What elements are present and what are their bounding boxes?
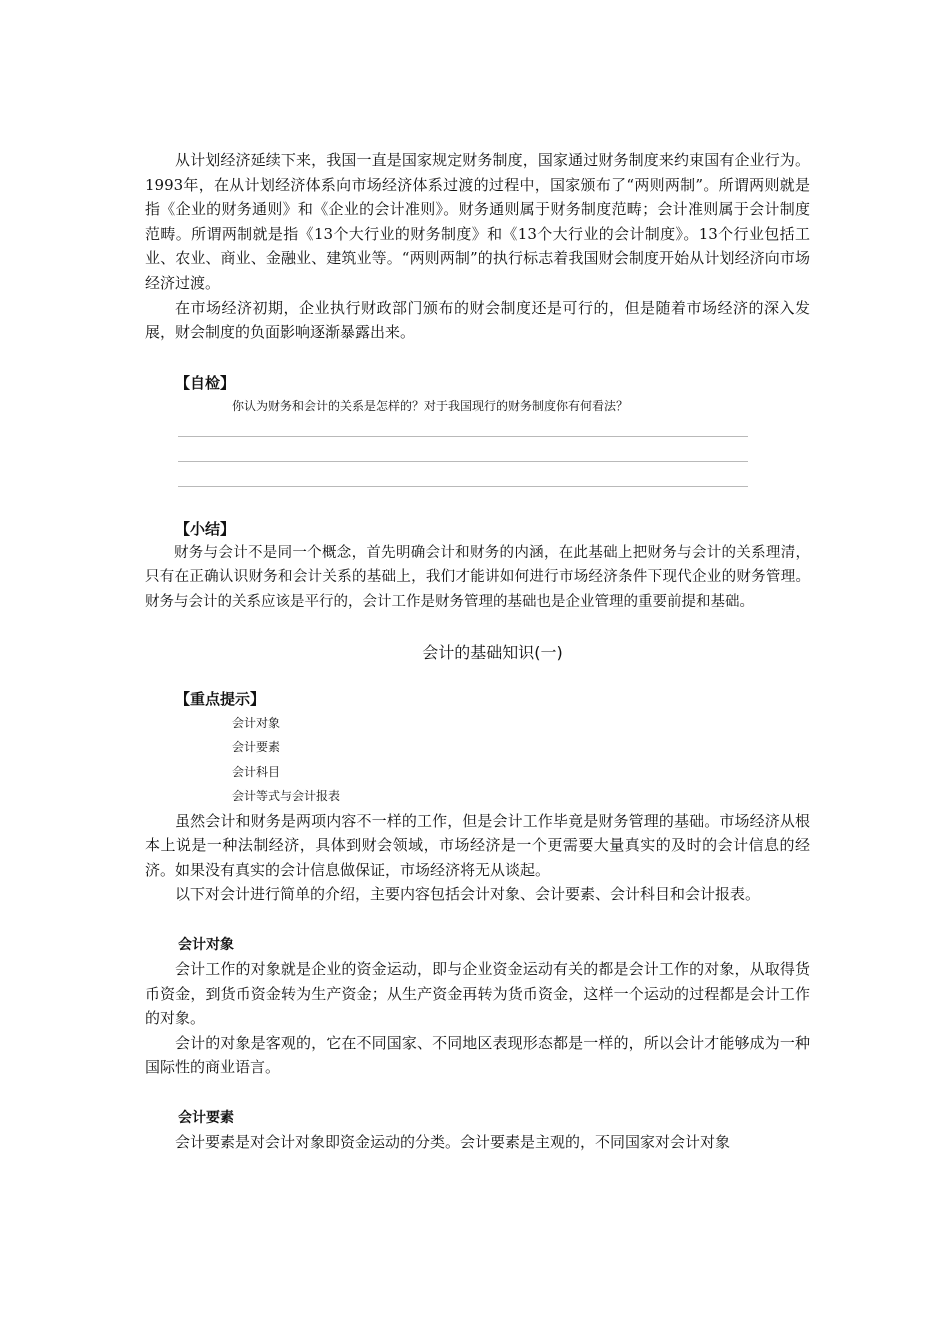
accounting-object-paragraph-2: 会计的对象是客观的，它在不同国家、不同地区表现形态都是一样的，所以会计才能够成为一种国际性的商业语言。 [145,1033,810,1077]
accounting-object-paragraph-1: 会计工作的对象就是企业的资金运动，即与企业资金运动有关的都是会计工作的对象，从取得货币资金，到货币资金转为生产资金；从生产资金再转为货币资金，这样一个运动的过程都是会计工作的对象。 [145,959,810,1028]
accounting-elements-heading: 会计要素 [178,1109,234,1126]
intro-paragraph-2: 在市场经济初期，企业执行财政部门颁布的财会制度还是可行的，但是随着市场经济的深入发展，财会制度的负面影响逐渐暴露出来。 [145,298,810,342]
key-point-item: 会计等式与会计报表 [232,789,341,804]
key-point-item: 会计科目 [232,764,281,779]
accounting-object-heading: 会计对象 [178,936,234,953]
document-page [145,148,810,1154]
key-point-item: 会计要素 [232,740,281,755]
summary-text: 财务与会计不是同一个概念，首先明确会计和财务的内涵，在此基础上把财务与会计的关系理清，只有在正确认识财务和会计关系的基础上，我们才能讲如何进行市场经济条件下现代企业的财务管理。财务与会计的关系应该是平行的，会计工作是财务管理的基础也是企业管理的重要前提和基础。 [145,544,810,610]
key-points-heading: 【重点提示】 [175,689,266,708]
summary-heading: 【小结】 [175,519,236,538]
section-paragraph-2: 以下对会计进行简单的介绍，主要内容包括会计对象、会计要素、会计科目和会计报表。 [175,885,761,904]
accounting-elements-paragraph-1: 会计要素是对会计对象即资金运动的分类。会计要素是主观的，不同国家对会计对象 [175,1132,731,1151]
intro-paragraph-1: 从计划经济延续下来，我国一直是国家规定财务制度，国家通过财务制度来约束国有企业行为。1993年，在从计划经济体系向市场经济体系过渡的过程中，国家颁布了“两则两制”。所谓两则就是指《企业的财务通则》和《企业的会计准则》。财务通则属于财务制度范畴；会计准则属于会计制度范畴。所谓两制就是指《13个大行业的财务制度》和《13个大行业的会计制度》。13个行业包括工业、农业、商业、金融业、建筑业等。“两则两制”的执行标志着我国财会制度开始从计划经济向市场经济过渡。 [145,151,810,292]
self-check-heading: 【自检】 [175,373,236,392]
self-check-question: 你认为财务和会计的关系是怎样的？对于我国现行的财务制度你有何看法？ [232,398,629,413]
section-title: 会计的基础知识(一) [422,642,563,662]
key-point-item: 会计对象 [232,715,281,730]
section-paragraph-1: 虽然会计和财务是两项内容不一样的工作，但是会计工作毕竟是财务管理的基础。市场经济从根本上说是一种法制经济，具体到财会领域，市场经济是一个更需要大量真实的及时的会计信息的经济。如果没有真实的会计信息做保证，市场经济将无从谈起。 [145,811,810,879]
